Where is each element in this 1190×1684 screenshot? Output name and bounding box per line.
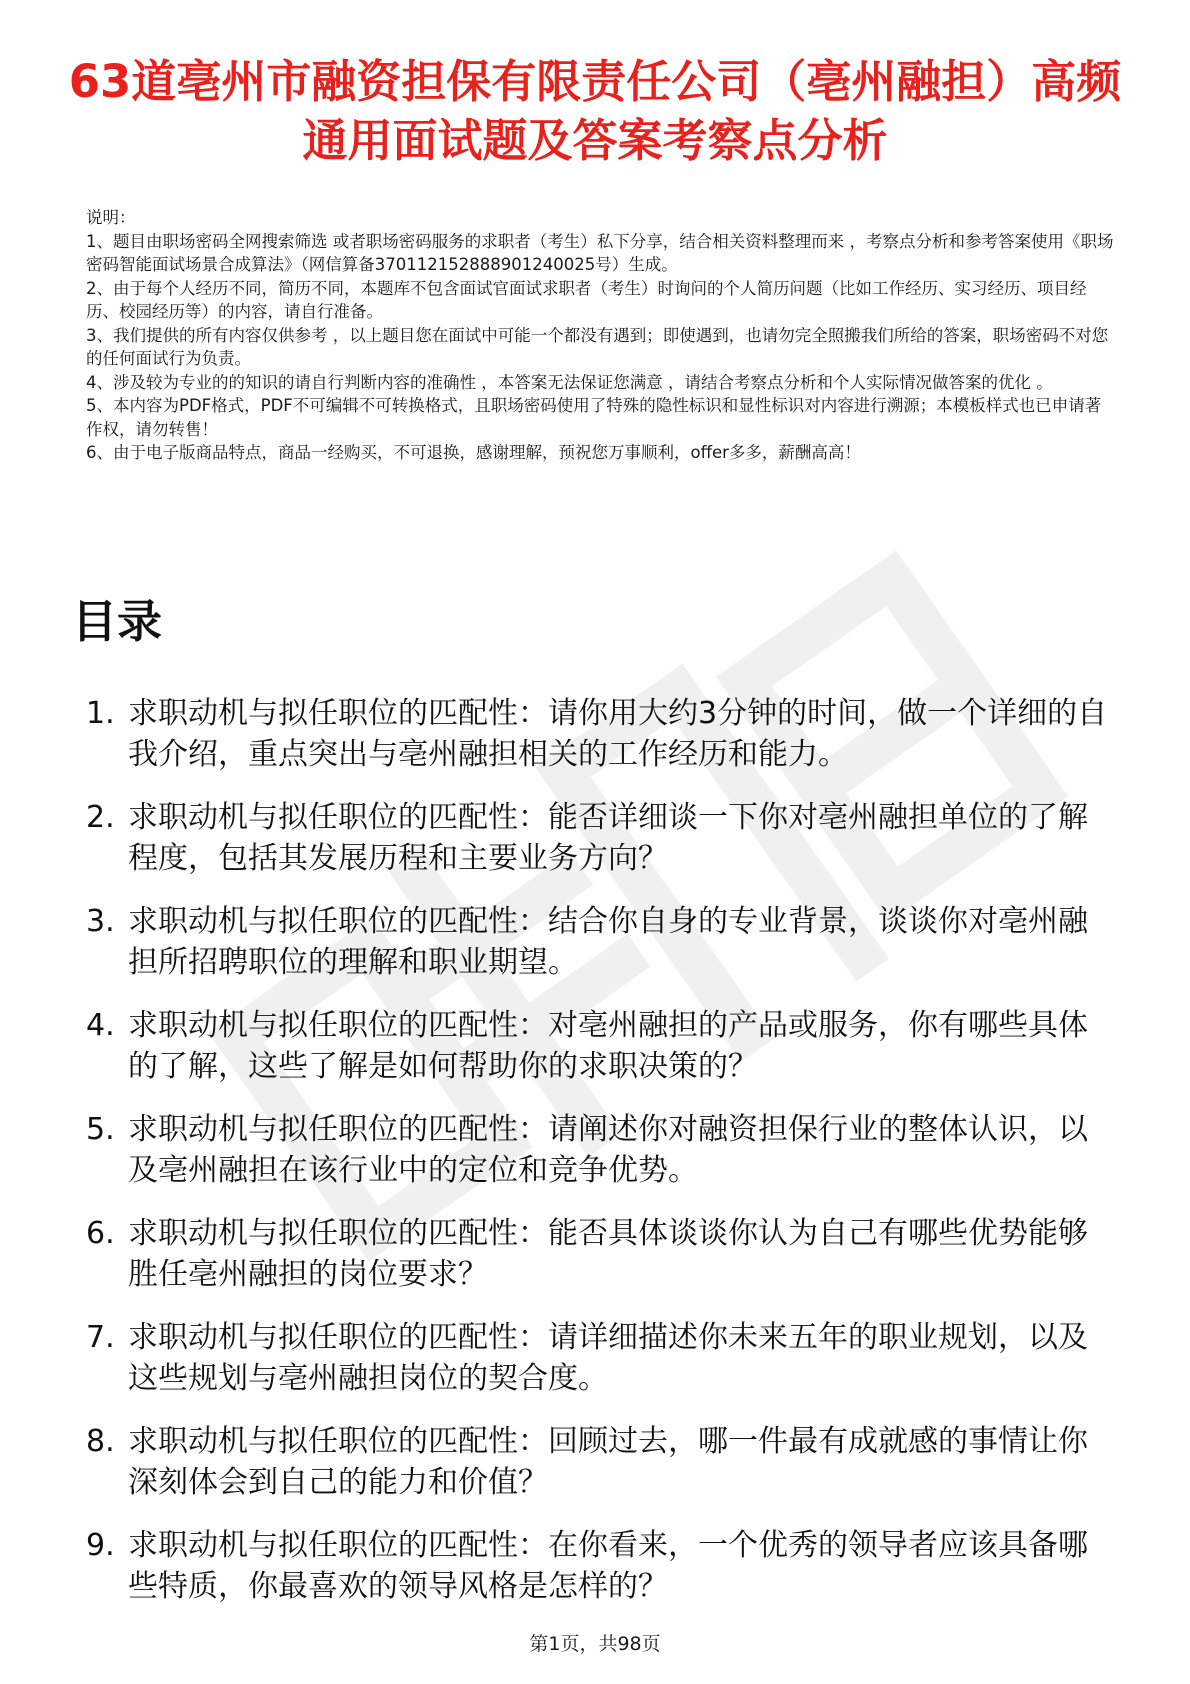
note-item: 4、涉及较为专业的的知识的请自行判断内容的准确性 ，本答案无法保证您满意 ，请结合考察点分析和个人实际情况做答案的优化 。 — [86, 372, 1053, 392]
toc-heading: 目录 — [72, 595, 163, 648]
table-of-contents — [86, 693, 1116, 1629]
toc-item[interactable] — [86, 797, 1116, 879]
toc-item-text: 求职动机与拟任职位的匹配性：能否具体谈谈你认为自己有哪些优势能够胜任亳州融担的岗位要求？ — [128, 1216, 1088, 1292]
toc-item-number: 8. — [86, 1424, 115, 1459]
toc-item-text: 求职动机与拟任职位的匹配性：请详细描述你未来五年的职业规划，以及这些规划与亳州融担岗位的契合度。 — [128, 1320, 1088, 1396]
note-item: 3、我们提供的所有内容仅供参考 ，以上题目您在面试中可能一个都没有遇到；即使遇到，也请勿完全照搬我们所给的答案，职场密码不对您的任何面试行为负责。 — [86, 325, 1109, 368]
toc-item-number: 2. — [86, 800, 115, 835]
toc-item[interactable] — [86, 1525, 1116, 1607]
toc-item[interactable] — [86, 1005, 1116, 1087]
toc-item-number: 9. — [86, 1528, 115, 1563]
toc-item-text: 求职动机与拟任职位的匹配性：请你用大约3分钟的时间，做一个详细的自我介绍，重点突出与亳州融担相关的工作经历和能力。 — [128, 696, 1108, 772]
toc-item-number: 1. — [86, 696, 115, 731]
toc-item[interactable] — [86, 1317, 1116, 1399]
toc-item-text: 求职动机与拟任职位的匹配性：对亳州融担的产品或服务，你有哪些具体的了解，这些了解是如何帮助你的求职决策的？ — [128, 1008, 1088, 1084]
toc-item-text: 求职动机与拟任职位的匹配性：请阐述你对融资担保行业的整体认识，以及亳州融担在该行业中的定位和竞争优势。 — [128, 1112, 1088, 1188]
toc-item-number: 4. — [86, 1008, 115, 1043]
page-number: 第1页，共98页 — [529, 1633, 661, 1655]
toc-item-text: 求职动机与拟任职位的匹配性：能否详细谈一下你对亳州融担单位的了解程度，包括其发展历程和主要业务方向？ — [128, 800, 1088, 876]
toc-item-number: 5. — [86, 1112, 115, 1147]
toc-item-number: 6. — [86, 1216, 115, 1251]
toc-item[interactable] — [86, 1213, 1116, 1295]
toc-item[interactable] — [86, 693, 1116, 775]
note-item: 6、由于电子版商品特点，商品一经购买，不可退换，感谢理解，预祝您万事顺利，offer多多，薪酬高高！ — [86, 443, 861, 462]
toc-item-text: 求职动机与拟任职位的匹配性：回顾过去，哪一件最有成就感的事情让你深刻体会到自己的能力和价值？ — [128, 1424, 1088, 1500]
toc-item-text: 求职动机与拟任职位的匹配性：结合你自身的专业背景，谈谈你对亳州融担所招聘职位的理解和职业期望。 — [128, 904, 1088, 980]
toc-item-text: 求职动机与拟任职位的匹配性：在你看来，一个优秀的领导者应该具备哪些特质，你最喜欢的领导风格是怎样的？ — [128, 1528, 1088, 1604]
toc-item-number: 3. — [86, 904, 115, 939]
note-item: 5、本内容为PDF格式，PDF不可编辑不可转换格式，且职场密码使用了特殊的隐性标识和显性标识对内容进行溯源；本模板样式也已申请著作权，请勿转售！ — [86, 396, 1102, 439]
toc-item[interactable] — [86, 1109, 1116, 1191]
toc-item-number: 7. — [86, 1320, 115, 1355]
document-title: 63道亳州市融资担保有限责任公司（亳州融担）高频通用面试题及答案考察点分析 — [68, 55, 1122, 167]
toc-item[interactable] — [86, 901, 1116, 983]
note-item: 2、由于每个人经历不同，简历不同，本题库不包含面试官面试求职者（考生）时询问的个人简历问题（比如工作经历、实习经历、项目经历、校园经历等）的内容，请自行准备。 — [86, 278, 1087, 321]
notes-heading: 说明： — [86, 208, 136, 227]
note-item: 1、题目由职场密码全网搜索筛选 或者职场密码服务的求职者（考生）私下分享，结合相关资料整理而来 ，考察点分析和参考答案使用《职场密码智能面试场景合成算法》（网信算备370112152888901240025号）生成。 — [86, 231, 1114, 274]
disclaimer-notes — [86, 206, 1116, 465]
toc-item[interactable] — [86, 1421, 1116, 1503]
